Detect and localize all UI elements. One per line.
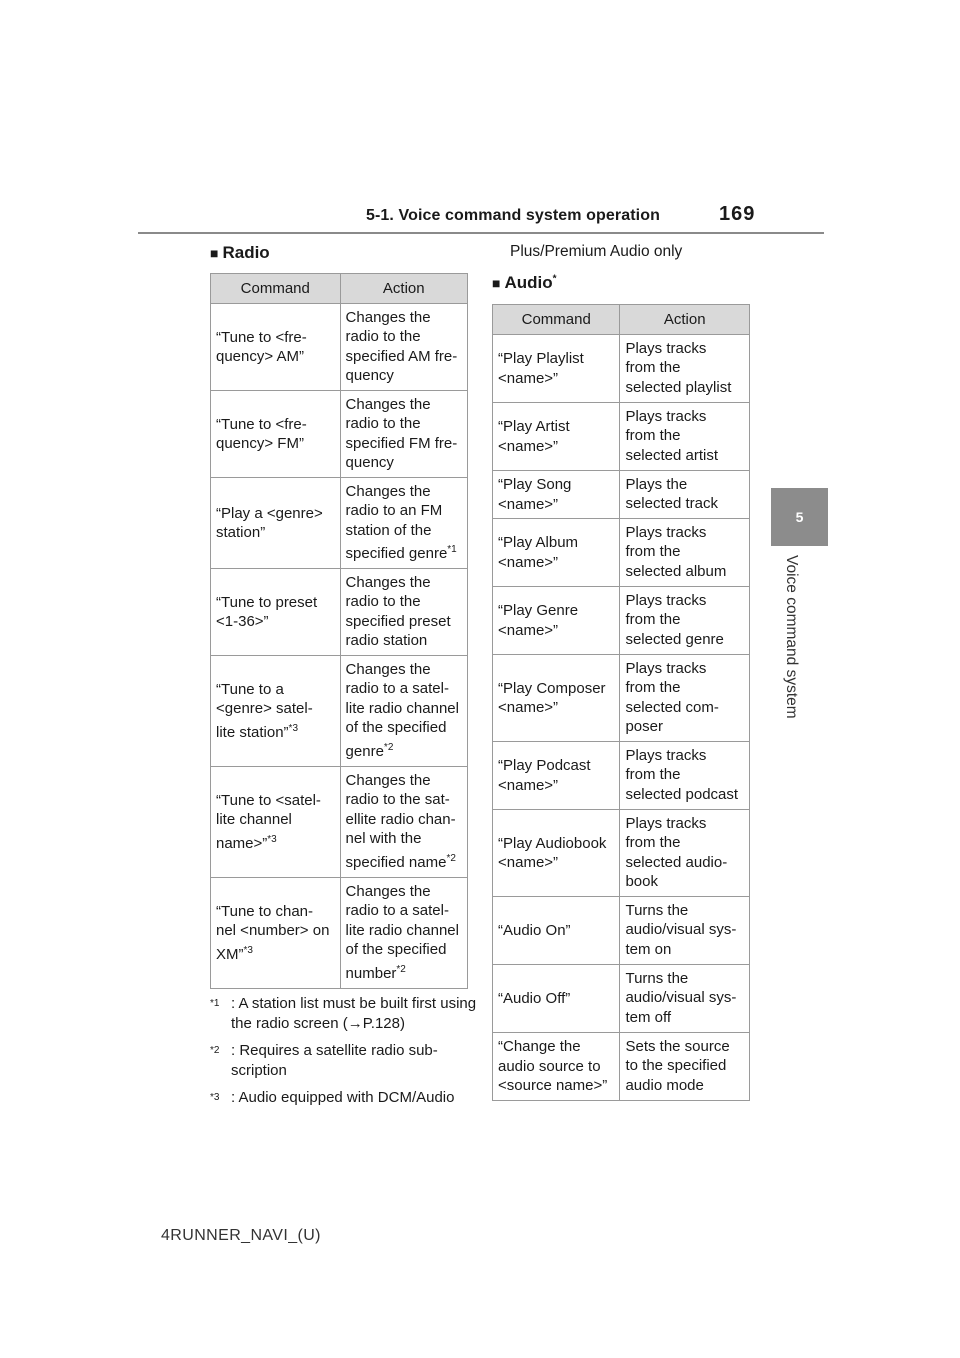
table-row <box>211 478 468 569</box>
footnote-mark: *2 <box>396 963 406 975</box>
table-header-row <box>493 305 750 335</box>
action-cell <box>620 403 750 471</box>
cell-text: “Tune to <satel- lite channel name>” <box>216 791 321 852</box>
command-cell <box>493 655 620 742</box>
table-row <box>493 587 750 655</box>
column-header-command: Command <box>493 305 620 335</box>
command-cell <box>211 656 341 767</box>
cell-text: Plays tracks from the selected album <box>625 524 727 580</box>
cell-text: Plays tracks from the selected podcast <box>625 747 739 803</box>
audio-command-table <box>492 304 750 1101</box>
command-cell <box>211 569 341 656</box>
table-row <box>211 569 468 656</box>
table-row <box>211 304 468 391</box>
command-cell <box>211 767 341 878</box>
table-row <box>493 965 750 1033</box>
command-cell <box>493 1033 620 1101</box>
action-cell <box>620 335 750 403</box>
table-row <box>493 742 750 810</box>
command-cell <box>211 304 341 391</box>
cell-text: “Tune to a <genre> satel- lite station” <box>216 680 313 741</box>
footnote-mark: *2 <box>210 1045 220 1056</box>
chapter-number: 5 <box>795 509 804 525</box>
cell-text: “Audio On” <box>498 921 571 939</box>
cell-text: “Play Playlist <name>” <box>498 350 584 387</box>
action-cell <box>620 1033 750 1101</box>
footnotes <box>210 994 480 1120</box>
cell-text: “Change the audio source to <source name>” <box>498 1038 608 1095</box>
footnote-mark: *2 <box>446 852 456 864</box>
footnote <box>210 994 480 1033</box>
page-number: 169 <box>719 203 756 225</box>
table-row <box>493 655 750 742</box>
audio-heading-mark: * <box>552 273 557 285</box>
command-cell <box>493 403 620 471</box>
footnote-mark: *3 <box>210 1092 220 1103</box>
square-bullet-icon: ■ <box>492 275 501 291</box>
action-cell <box>340 478 467 569</box>
table-row <box>493 403 750 471</box>
column-header-command: Command <box>211 274 341 304</box>
table-row <box>211 878 468 989</box>
command-cell <box>211 391 341 478</box>
table-row <box>493 1033 750 1101</box>
footnote-text: : Requires a satellite radio sub-scription <box>231 1042 438 1079</box>
action-cell <box>340 304 467 391</box>
cell-text: Changes the radio to the specified AM fre- quency <box>345 309 458 385</box>
cell-text: “Tune to chan- nel <number> on XM” <box>216 902 330 963</box>
square-bullet-icon: ■ <box>210 245 219 261</box>
cell-text: “Audio Off” <box>498 989 571 1007</box>
footnote-mark: *3 <box>243 944 253 956</box>
cell-text: “Play a <genre> station” <box>216 504 323 541</box>
radio-heading-text: Radio <box>222 243 270 262</box>
command-cell <box>493 335 620 403</box>
column-header-action: Action <box>620 305 750 335</box>
header-divider <box>138 232 824 234</box>
action-cell <box>340 656 467 767</box>
footnote-mark: *3 <box>267 833 277 845</box>
cell-text: Changes the radio to an FM station of the specified genre <box>345 483 448 563</box>
audio-heading <box>492 273 557 293</box>
command-cell <box>493 519 620 587</box>
command-cell <box>211 878 341 989</box>
column-header-action: Action <box>340 274 467 304</box>
model-code: 4RUNNER_NAVI_(U) <box>161 1227 321 1244</box>
footnote-text: : A station list must be built first using the radio screen (→P.128) <box>231 995 477 1032</box>
cell-text: “Play Album <name>” <box>498 534 579 571</box>
table-row <box>493 471 750 519</box>
cell-text: Plays tracks from the selected playlist <box>625 340 732 396</box>
footnote-mark: *3 <box>288 722 298 734</box>
action-cell <box>620 655 750 742</box>
cell-text: Sets the source to the specified audio mode <box>625 1038 730 1094</box>
cell-text: “Play Audiobook <name>” <box>498 834 607 871</box>
footnote <box>210 1041 480 1080</box>
table-header-row <box>211 274 468 304</box>
command-cell <box>211 478 341 569</box>
action-cell <box>340 391 467 478</box>
cell-text: Changes the radio to a satel- lite radio channel of the specified number <box>345 883 459 982</box>
cell-text: Changes the radio to the specified FM fre- quency <box>345 396 458 472</box>
table-row <box>211 656 468 767</box>
footnote-continuation: Plus/Premium Audio only <box>510 243 683 260</box>
command-cell <box>493 471 620 519</box>
cell-text: Turns the audio/visual sys- tem off <box>625 970 737 1026</box>
cell-text: “Tune to <fre- quency> AM” <box>216 328 307 365</box>
cell-text: Plays the selected track <box>625 476 719 513</box>
cell-text: Plays tracks from the selected audio- book <box>625 815 728 891</box>
table-row <box>493 519 750 587</box>
footnote-text: : Audio equipped with DCM/Audio <box>231 1089 455 1106</box>
action-cell <box>620 810 750 897</box>
footnote-mark: *1 <box>210 998 220 1009</box>
action-cell <box>620 897 750 965</box>
cell-text: Plays tracks from the selected com- poser <box>625 660 719 736</box>
action-cell <box>620 471 750 519</box>
action-cell <box>620 519 750 587</box>
chapter-title: Voice command system <box>783 555 800 719</box>
action-cell <box>340 767 467 878</box>
cell-text: Plays tracks from the selected artist <box>625 408 719 464</box>
action-cell <box>620 587 750 655</box>
footnote-mark: *2 <box>383 741 394 753</box>
footnote-mark: *1 <box>447 544 457 556</box>
cell-text: “Play Genre <name>” <box>498 602 579 639</box>
cell-text: “Tune to <fre- quency> FM” <box>216 415 307 452</box>
cell-text: “Play Song <name>” <box>498 476 572 513</box>
command-cell <box>493 897 620 965</box>
table-row <box>211 391 468 478</box>
cell-text: Turns the audio/visual sys- tem on <box>625 902 737 958</box>
footnote <box>210 1088 480 1112</box>
cell-text: Changes the radio to the sat- ellite radio chan- nel with the specified name <box>345 772 456 871</box>
table-row <box>493 810 750 897</box>
cell-text: “Tune to preset <1-36>” <box>216 593 318 630</box>
command-cell <box>493 587 620 655</box>
cell-text: “Play Podcast <name>” <box>498 757 591 794</box>
table-row <box>493 335 750 403</box>
command-cell <box>493 810 620 897</box>
command-cell <box>493 965 620 1033</box>
chapter-tab <box>771 488 828 546</box>
table-row <box>493 897 750 965</box>
radio-heading <box>210 243 270 263</box>
cell-text: Changes the radio to a satel- lite radio channel of the specified genre <box>345 661 459 760</box>
action-cell <box>620 965 750 1033</box>
radio-command-table <box>210 273 468 989</box>
audio-heading-text: Audio <box>504 273 553 292</box>
table-row <box>211 767 468 878</box>
cell-text: “Play Composer <name>” <box>498 679 606 716</box>
command-cell <box>493 742 620 810</box>
section-title: 5-1. Voice command system operation <box>366 207 660 224</box>
action-cell <box>340 569 467 656</box>
action-cell <box>340 878 467 989</box>
cell-text: Changes the radio to the specified preset radio station <box>345 574 451 650</box>
cell-text: “Play Artist <name>” <box>498 418 570 455</box>
cell-text: Plays tracks from the selected genre <box>625 592 724 648</box>
action-cell <box>620 742 750 810</box>
